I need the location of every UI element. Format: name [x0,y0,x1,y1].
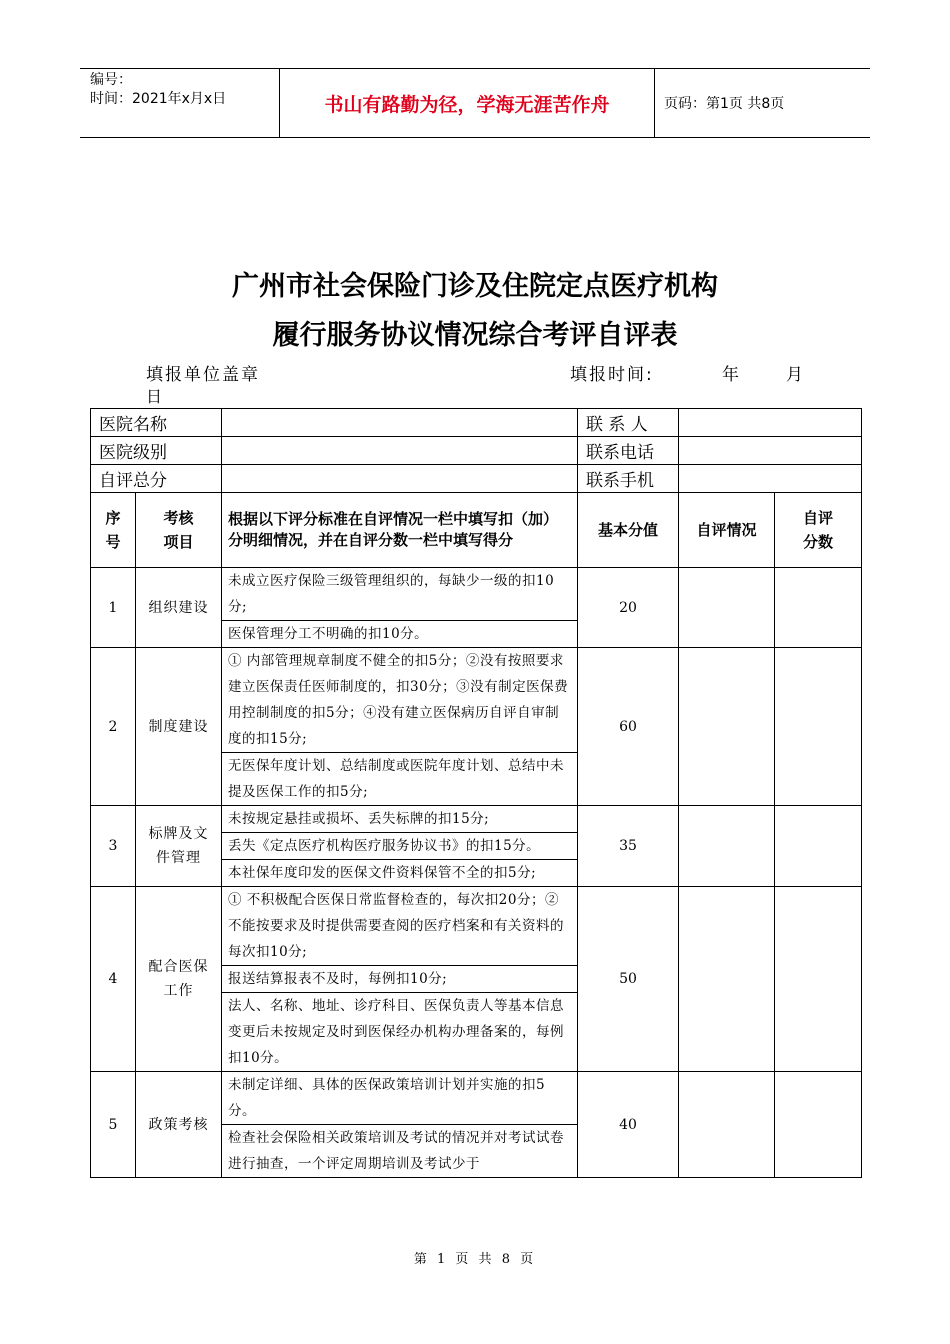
evaluation-table [90,408,862,1178]
self-eval-cell[interactable] [679,806,775,887]
col-header-no: 序号 [91,493,136,568]
header-left-cell [80,69,280,137]
time-label: 时间：2021年x月x日 [90,91,227,107]
table-row [91,568,862,648]
self-eval-cell[interactable] [679,568,775,648]
row-number: 3 [91,806,136,887]
table-row [91,806,862,887]
col-header-item: 考核项目 [136,493,222,568]
contact-phone-label: 联系电话 [578,437,679,465]
unit-stamp-label: 填报单位盖章 [146,365,260,385]
row-number: 4 [91,887,136,1072]
hospital-name-field[interactable] [222,409,578,437]
year-label: 年 [722,365,741,385]
self-score-cell[interactable] [775,806,862,887]
self-score-cell[interactable] [775,568,862,648]
criterion: 报送结算报表不及时，每例扣10分; [222,966,577,993]
criterion: 无医保年度计划、总结制度或医院年度计划、总结中未提及医保工作的扣5分; [228,758,564,800]
row-base-score: 40 [578,1072,679,1178]
contact-phone-field[interactable] [679,437,862,465]
column-header-row [91,493,862,568]
month-label: 月 [786,365,805,385]
col-header-self-score: 自评分数 [775,493,862,568]
table-row [91,1072,862,1178]
criterion: 检查社会保险相关政策培训及考试的情况并对考试试卷进行抽查，一个评定周期培训及考试少于 [228,1130,564,1172]
criterion: 未按规定悬挂或损坏、丢失标牌的扣15分; [222,806,577,833]
row-number: 1 [91,568,136,648]
self-score-cell[interactable] [775,887,862,1072]
title-line-1: 广州市社会保险门诊及住院定点医疗机构 [232,271,718,302]
col-header-criteria: 根据以下评分标准在自评情况一栏中填写扣（加）分明细情况，并在自评分数一栏中填写得分 [222,493,578,568]
contact-mobile-field[interactable] [679,465,862,493]
criterion: 本社保年度印发的医保文件资料保管不全的扣5分; [228,865,537,881]
row-number: 2 [91,648,136,806]
self-eval-cell[interactable] [679,648,775,806]
criterion: 未制定详细、具体的医保政策培训计划并实施的扣5分。 [222,1072,577,1125]
table-row [91,648,862,806]
row-base-score: 60 [578,648,679,806]
page-info: 页码：第1页 共8页 [664,96,785,112]
row-item: 制度建设 [136,648,222,806]
title-line-2: 履行服务协议情况综合考评自评表 [272,320,678,351]
info-row [91,409,862,437]
self-eval-cell[interactable] [679,1072,775,1178]
row-number: 5 [91,1072,136,1178]
day-label: 日 [146,387,165,406]
contact-mobile-label: 联系手机 [578,465,679,493]
row-criteria [222,648,578,806]
self-score-cell[interactable] [775,1072,862,1178]
criterion: 医保管理分工不明确的扣10分。 [228,626,429,642]
document-header [80,68,870,138]
row-base-score: 20 [578,568,679,648]
row-item: 标牌及文件管理 [136,806,222,887]
info-row [91,437,862,465]
self-score-cell[interactable] [775,648,862,806]
criterion: ① 不积极配合医保日常监督检查的，每次扣20分；②不能按要求及时提供需要查阅的医疗档案和有关资料的每次扣10分; [222,887,577,966]
criterion: 法人、名称、地址、诊疗科目、医保负责人等基本信息变更后未按规定及时到医保经办机构办理备案的，每例扣10分。 [228,998,564,1066]
row-item: 配合医保工作 [136,887,222,1072]
hospital-name-label: 医院名称 [91,409,222,437]
number-label: 编号： [90,72,132,88]
motto-text: 书山有路勤为径，学海无涯苦作舟 [280,69,655,137]
criterion: ① 内部管理规章制度不健全的扣5分；②没有按照要求建立医保责任医师制度的，扣30分；③没有制定医保费用控制制度的扣5分；④没有建立医保病历自评自审制度的扣15分; [222,648,577,753]
page-footer: 第 1 页 共 8 页 [413,1252,537,1267]
row-base-score: 35 [578,806,679,887]
total-score-field[interactable] [222,465,578,493]
row-criteria [222,806,578,887]
row-base-score: 50 [578,887,679,1072]
row-criteria [222,1072,578,1178]
hospital-level-label: 医院级别 [91,437,222,465]
col-header-base-score: 基本分值 [578,493,679,568]
col-header-self-eval: 自评情况 [679,493,775,568]
row-item: 组织建设 [136,568,222,648]
row-item: 政策考核 [136,1072,222,1178]
self-eval-cell[interactable] [679,887,775,1072]
criterion: 丢失《定点医疗机构医疗服务协议书》的扣15分。 [222,833,577,860]
contact-person-label: 联 系 人 [578,409,679,437]
total-score-label: 自评总分 [91,465,222,493]
contact-person-field[interactable] [679,409,862,437]
table-row [91,887,862,1072]
row-criteria [222,568,578,648]
row-criteria [222,887,578,1072]
criterion: 未成立医疗保险三级管理组织的，每缺少一级的扣10分; [222,568,577,621]
fill-time-label: 填报时间: [570,365,654,385]
hospital-level-field[interactable] [222,437,578,465]
info-row [91,465,862,493]
